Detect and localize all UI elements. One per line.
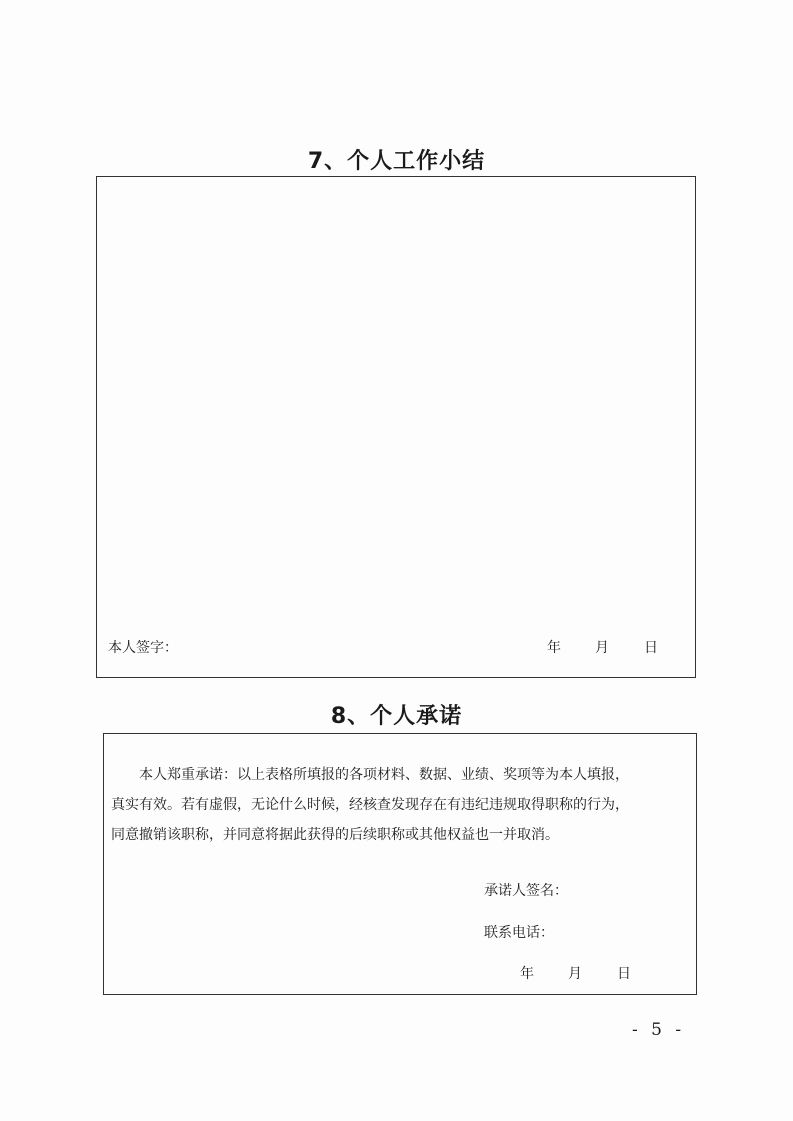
personal-commitment-box <box>103 733 697 995</box>
date-day: 日 <box>617 966 631 982</box>
statement-line: 本人郑重承诺：以上表格所填报的各项材料、数据、业绩、奖项等为本人填报， <box>139 767 629 783</box>
page-number: - 5 - <box>632 1020 686 1040</box>
commitment-statement <box>111 760 691 850</box>
work-summary-box <box>96 176 696 678</box>
date-year: 年 <box>547 640 561 656</box>
date-year: 年 <box>520 966 534 982</box>
statement-line: 真实有效。若有虚假，无论什么时候，经核查发现存在有违纪违规取得职称的行为， <box>111 797 629 813</box>
section-8-title: 8、个人承诺 <box>330 704 463 729</box>
promisor-signature-label: 承诺人签名： <box>484 883 568 899</box>
statement-line: 同意撤销该职称，并同意将据此获得的后续职称或其他权益也一并取消。 <box>111 827 559 843</box>
date-day: 日 <box>644 640 658 656</box>
signature-label: 本人签字： <box>108 640 178 656</box>
date-month: 月 <box>595 640 609 656</box>
section-7-title: 7、个人工作小结 <box>307 149 486 174</box>
date-month: 月 <box>568 966 582 982</box>
contact-phone-label: 联系电话： <box>484 925 554 941</box>
